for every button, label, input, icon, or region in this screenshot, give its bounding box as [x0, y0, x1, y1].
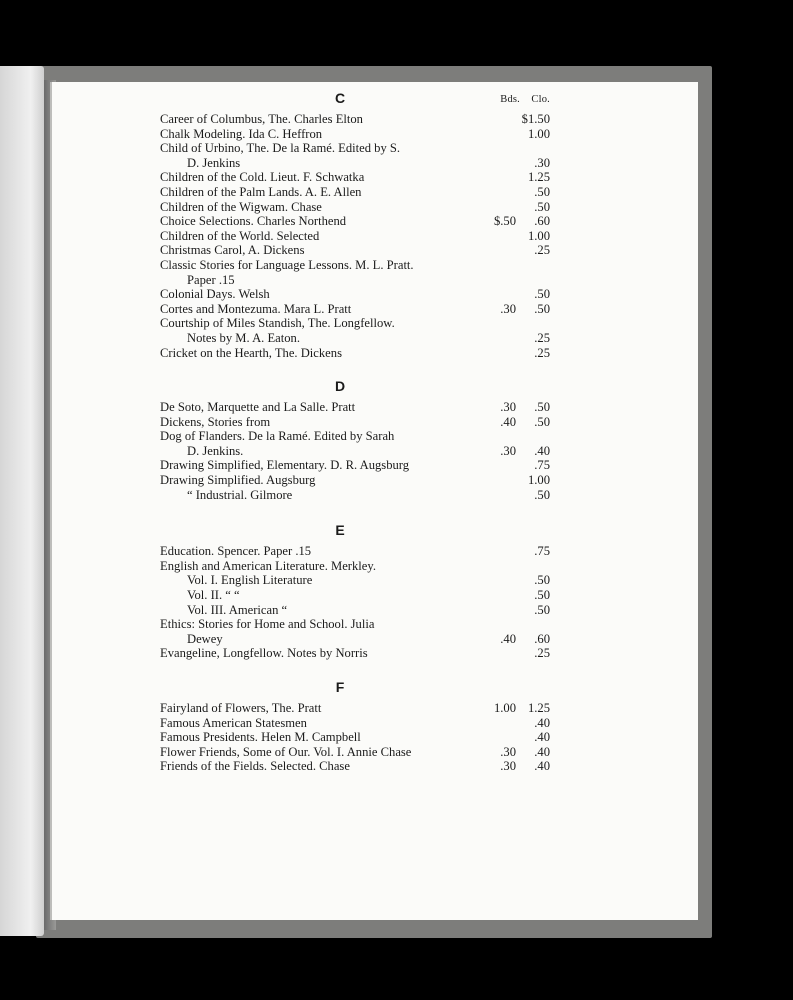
entry-title: Children of the Cold. Lieut. F. Schwatka — [160, 170, 365, 185]
catalog-entry — [160, 488, 550, 503]
entry-title: Vol. II. “ “ — [187, 588, 240, 603]
catalog-entry — [160, 243, 550, 258]
catalog-entry — [160, 170, 550, 185]
entry-title: Flower Friends, Some of Our. Vol. I. Annie Chase — [160, 744, 412, 759]
price-cloth: 1.25 — [527, 701, 550, 715]
price-boards: .30 — [500, 443, 516, 458]
catalog-entry — [160, 588, 550, 603]
catalog-entry — [160, 141, 550, 170]
catalog-entry — [160, 185, 550, 200]
price-cloth: 1.00 — [527, 228, 550, 243]
catalog-entry — [160, 214, 550, 229]
price-boards: .30 — [500, 400, 516, 415]
catalog-entry — [160, 229, 550, 244]
catalog-entry — [160, 112, 550, 127]
entry-title: Famous American Statesmen — [160, 715, 307, 730]
entry-title: Colonial Days. Welsh — [160, 287, 270, 302]
section-gap — [160, 661, 550, 677]
entry-title: Cricket on the Hearth, The. Dickens — [160, 345, 342, 360]
price-cloth: .40 — [534, 759, 550, 774]
entry-title: Chalk Modeling. Ida C. Heffron — [160, 126, 323, 141]
catalog-entry — [160, 458, 550, 473]
section-f — [160, 677, 550, 774]
catalog-entry — [160, 759, 550, 774]
catalog-entry — [160, 429, 550, 458]
price-cloth: .40 — [534, 443, 550, 458]
entry-title: Children of the Wigwam. Chase — [160, 199, 322, 214]
price-boards: 1.00 — [493, 701, 516, 715]
catalog-entry — [160, 316, 550, 345]
price-boards: .30 — [500, 744, 516, 759]
catalog-entry — [160, 617, 550, 646]
catalog-entry — [160, 573, 550, 588]
price-cloth: 1.00 — [527, 126, 550, 141]
price-cloth: .25 — [534, 330, 550, 345]
entry-title: Friends of the Fields. Selected. Chase — [160, 759, 350, 774]
entry-continuation: Paper .15 — [187, 272, 235, 287]
price-cloth: 1.00 — [527, 473, 550, 488]
price-cloth: .50 — [534, 487, 550, 502]
catalog-entry — [160, 127, 550, 142]
entry-title: Evangeline, Longfellow. Notes by Norris — [160, 646, 368, 661]
entry-title: English and American Literature. Merkley. — [160, 558, 376, 573]
entry-title: Famous Presidents. Helen M. Campbell — [160, 730, 361, 745]
section-e — [160, 520, 550, 661]
section-heading-row — [160, 376, 550, 400]
catalog-entry — [160, 473, 550, 488]
entry-title: Classic Stories for Language Lessons. M. L. Pratt. — [160, 257, 414, 272]
price-cloth: .50 — [534, 287, 550, 302]
price-cloth: .50 — [534, 400, 550, 415]
price-cloth: .60 — [534, 214, 550, 229]
section-letter: F — [335, 679, 345, 695]
entry-title: Education. Spencer. Paper .15 — [160, 544, 312, 559]
catalog-entry — [160, 544, 550, 559]
price-boards: .40 — [500, 631, 516, 646]
catalog-entry — [160, 745, 550, 760]
section-heading-row — [160, 520, 550, 544]
price-cloth: .50 — [534, 588, 550, 603]
entry-title: Children of the World. Selected — [160, 228, 320, 243]
price-cloth: .50 — [534, 184, 550, 199]
catalog-entry — [160, 716, 550, 731]
entry-title: Choice Selections. Charles Northend — [160, 214, 347, 229]
price-boards: .30 — [500, 301, 516, 316]
entry-continuation: Dewey — [187, 631, 223, 646]
price-cloth: $1.50 — [521, 112, 550, 126]
entry-title: Drawing Simplified. Augsburg — [160, 473, 316, 488]
entry-title: Dickens, Stories from — [160, 414, 271, 429]
entry-title: Child of Urbino, The. De la Ramé. Edited by S. — [160, 141, 401, 156]
catalog-entry — [160, 346, 550, 361]
price-cloth: .25 — [534, 345, 550, 360]
left-page-edge — [0, 66, 44, 936]
entry-title: Career of Columbus, The. Charles Elton — [160, 112, 363, 126]
price-cloth: .25 — [534, 243, 550, 258]
section-d — [160, 376, 550, 502]
section-letter: D — [334, 378, 346, 395]
price-cloth: .75 — [534, 544, 550, 559]
section-heading-row — [160, 88, 550, 112]
price-cloth: .50 — [534, 301, 550, 316]
catalog-entry — [160, 646, 550, 661]
price-cloth: .40 — [534, 744, 550, 759]
entry-title: Courtship of Miles Standish, The. Longfellow. — [160, 316, 395, 331]
section-gap — [160, 502, 550, 520]
entry-title: Cortes and Montezuma. Mara L. Pratt — [160, 301, 352, 316]
price-cloth: .25 — [534, 646, 550, 661]
entry-title: De Soto, Marquette and La Salle. Pratt — [160, 400, 356, 415]
column-headings — [490, 94, 550, 105]
catalog-entry — [160, 400, 550, 415]
section-heading-row — [160, 677, 550, 701]
catalog-content — [160, 88, 550, 774]
entry-title: “ Industrial. Gilmore — [187, 487, 293, 502]
price-cloth: .50 — [534, 199, 550, 214]
catalog-entry — [160, 287, 550, 302]
price-boards: .30 — [500, 759, 516, 774]
price-cloth: .30 — [534, 155, 550, 170]
price-cloth: .40 — [534, 715, 550, 730]
entry-title: Fairyland of Flowers, The. Pratt — [160, 701, 322, 715]
section-c — [160, 88, 550, 360]
entry-title: Drawing Simplified, Elementary. D. R. Augsburg — [160, 458, 410, 473]
catalog-entry — [160, 603, 550, 618]
catalog-entry — [160, 302, 550, 317]
price-cloth: .50 — [534, 414, 550, 429]
column-heading-clo: Clo. — [531, 94, 550, 105]
price-cloth: 1.25 — [527, 170, 550, 185]
catalog-entry — [160, 415, 550, 430]
column-heading-bds: Bds. — [500, 94, 520, 105]
section-gap — [160, 360, 550, 376]
price-boards: .40 — [500, 414, 516, 429]
catalog-entry — [160, 258, 550, 287]
entry-title: Children of the Palm Lands. A. E. Allen — [160, 184, 362, 199]
section-letter: E — [335, 522, 345, 539]
entry-continuation: D. Jenkins — [187, 155, 241, 170]
entry-title: Vol. I. English Literature — [187, 573, 313, 588]
price-boards: $.50 — [493, 214, 516, 229]
entry-title: Dog of Flanders. De la Ramé. Edited by Sarah — [160, 429, 395, 444]
price-cloth: .50 — [534, 573, 550, 588]
entry-title: Christmas Carol, A. Dickens — [160, 243, 305, 258]
catalog-entry — [160, 200, 550, 215]
price-cloth: .75 — [534, 458, 550, 473]
entry-title: Vol. III. American “ — [187, 602, 288, 617]
price-cloth: .50 — [534, 602, 550, 617]
catalog-entry — [160, 730, 550, 745]
price-cloth: .60 — [534, 631, 550, 646]
catalog-entry — [160, 701, 550, 716]
entry-continuation: Notes by M. A. Eaton. — [187, 330, 300, 345]
catalog-entry — [160, 559, 550, 574]
price-cloth: .40 — [534, 730, 550, 745]
entry-continuation: D. Jenkins. — [187, 443, 244, 458]
entry-title: Ethics: Stories for Home and School. Julia — [160, 617, 375, 632]
section-letter: C — [334, 90, 346, 106]
